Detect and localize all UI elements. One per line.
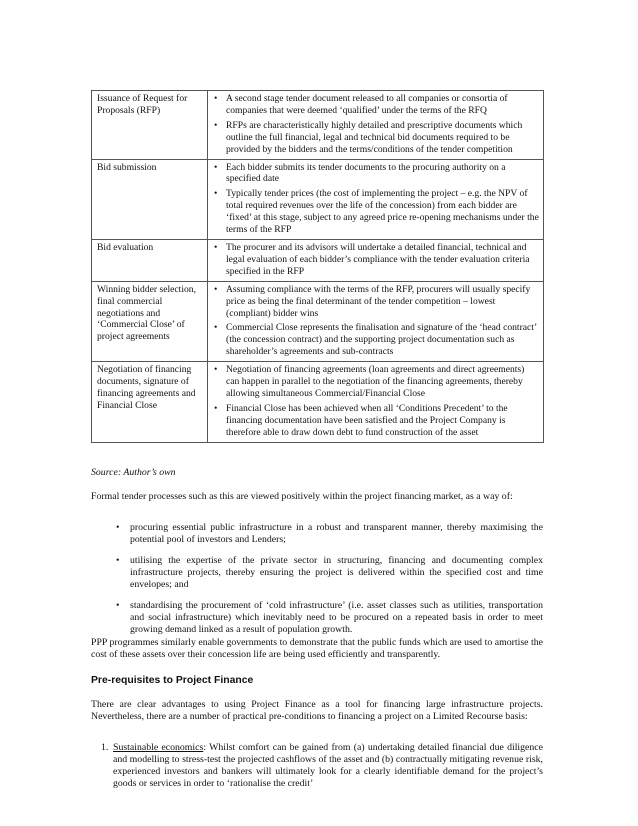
numbered-item-body	[113, 742, 543, 790]
stage-cell: Bid evaluation	[92, 239, 208, 281]
item-number: 1.	[101, 742, 109, 753]
bullet-item	[213, 322, 539, 358]
bullet-icon: •	[214, 402, 218, 414]
bullet-icon: •	[214, 283, 218, 295]
numbered-item	[91, 742, 543, 790]
bullet-text: Each bidder submits its tender documents to the procuring authority on a specified date	[226, 161, 506, 185]
benefits-list	[91, 522, 543, 645]
table-source-caption: Source: Author’s own	[91, 467, 176, 478]
details-cell	[208, 239, 544, 281]
bullet-item	[213, 364, 539, 400]
stage-cell: Bid submission	[92, 159, 208, 239]
advantages-paragraph: There are clear advantages to using Project Finance as a tool for financing large infrastructure projects. Nevertheless, there are a number of practical pre-conditions to financing a project on a Limited Recourse basis:	[91, 699, 543, 722]
table-row	[92, 159, 544, 239]
bullet-icon: •	[116, 522, 120, 533]
bullet-icon: •	[214, 93, 218, 104]
details-cell	[208, 362, 544, 442]
bullet-text: A second stage tender document released to all companies or consortia of companies that were deemed ‘qualified’ under the terms of the RFQ	[226, 93, 508, 116]
list-item	[91, 600, 543, 636]
details-cell	[208, 159, 544, 239]
bullet-text: Commercial Close represents the finalisation and signature of the ‘head contract’ (the concession contract) and the supporting project documentation such as shareholder’s agreements and sub-contracts	[226, 322, 537, 358]
bullet-item	[213, 242, 539, 278]
numbered-item-title: Sustainable economics	[113, 742, 204, 753]
bullet-icon: •	[214, 241, 218, 253]
bullet-text: Typically tender prices (the cost of implementing the project – e.g. the NPV of total required revenues over the life of the concession) from each bidder are ‘fixed’ at this stage, subject to any agreed price re-opening mechanisms under the terms of the RFP	[226, 188, 539, 236]
bullet-text: Financial Close has been achieved when all ‘Conditions Precedent’ to the financing documentation have been satisfied and the Project Company is therefore able to draw down debt to fund construction of the asset	[226, 402, 508, 438]
bullet-item	[213, 120, 539, 156]
list-item-text: standardising the procurement of ‘cold infrastructure’ (i.e. asset classes such as utilities, transportation and social infrastructure) which inevitably need to be procured on a repeated basis in order to meet growing demand linked as a result of population growth.	[130, 600, 543, 635]
tender-stages-table	[91, 90, 544, 443]
bullet-item	[213, 284, 539, 320]
bullet-icon: •	[214, 188, 218, 200]
numbered-item-text: : Whilst comfort can be gained from (a) undertaking detailed financial due diligence and modelling to stress-test the projected cashflows of the asset and (b) contractually mitigating revenue risk, experienced investors and bankers will ultimately look for a clearly identifiable demand for the project’s goods or services in order to ‘rationalise the credit’	[113, 742, 543, 789]
stage-cell: Winning bidder selection, final commercial negotiations and ‘Commercial Close’ of project agreements	[92, 281, 208, 361]
bullet-icon: •	[116, 555, 120, 566]
details-cell	[208, 281, 544, 361]
intro-paragraph: Formal tender processes such as this are viewed positively within the project financing market, as a way of:	[91, 491, 513, 502]
table-row	[92, 281, 544, 361]
table-row	[92, 91, 544, 160]
section-heading: Pre-requisites to Project Finance	[91, 675, 254, 686]
bullet-text: Negotiation of financing agreements (loan agreements and direct agreements) can happen in parallel to the negotiation of the financing agreements, thereby allowing simultaneous Commercial/Financial Close	[226, 364, 525, 399]
table-row	[92, 239, 544, 281]
bullet-item	[213, 162, 539, 186]
list-item	[91, 522, 543, 546]
bullet-item	[213, 403, 539, 439]
bullet-text: The procurer and its advisors will undertake a detailed financial, technical and legal evaluation of each bidder’s compliance with the tender evaluation criteria specified in the RFP	[226, 241, 530, 277]
bullet-icon: •	[214, 161, 218, 173]
list-item-text: procuring essential public infrastructure in a robust and transparent manner, thereby maximising the potential pool of investors and Lenders;	[130, 522, 543, 545]
bullet-item	[213, 188, 539, 236]
bullet-icon: •	[214, 364, 218, 376]
list-item-text: utilising the expertise of the private sector in structuring, financing and documenting complex infrastructure projects, thereby ensuring the project is delivered within the specified cost and time envelopes; and	[130, 555, 543, 590]
stage-cell: Issuance of Request for Proposals (RFP)	[92, 91, 208, 160]
bullet-icon: •	[116, 600, 120, 611]
table-row	[92, 362, 544, 442]
stage-cell: Negotiation of financing documents, signature of financing agreements and Financial Close	[92, 362, 208, 442]
bullet-icon: •	[214, 119, 218, 131]
bullet-item	[213, 93, 539, 117]
bullet-text: Assuming compliance with the terms of the RFP, procurers will usually specify price as being the final determinant of the tender competition – lowest (compliant) bidder wins	[226, 283, 531, 319]
details-cell	[208, 91, 544, 160]
list-item	[91, 555, 543, 591]
ppp-paragraph: PPP programmes similarly enable governments to demonstrate that the public funds which are used to amortise the cost of these assets over their concession life are being used efficiently and transparently.	[91, 637, 543, 660]
bullet-icon: •	[214, 322, 218, 334]
bullet-text: RFPs are characteristically highly detailed and prescriptive documents which outline the full financial, legal and technical bid documents required to be provided by the bidders and the terms/conditions of the tender competition	[226, 119, 523, 155]
